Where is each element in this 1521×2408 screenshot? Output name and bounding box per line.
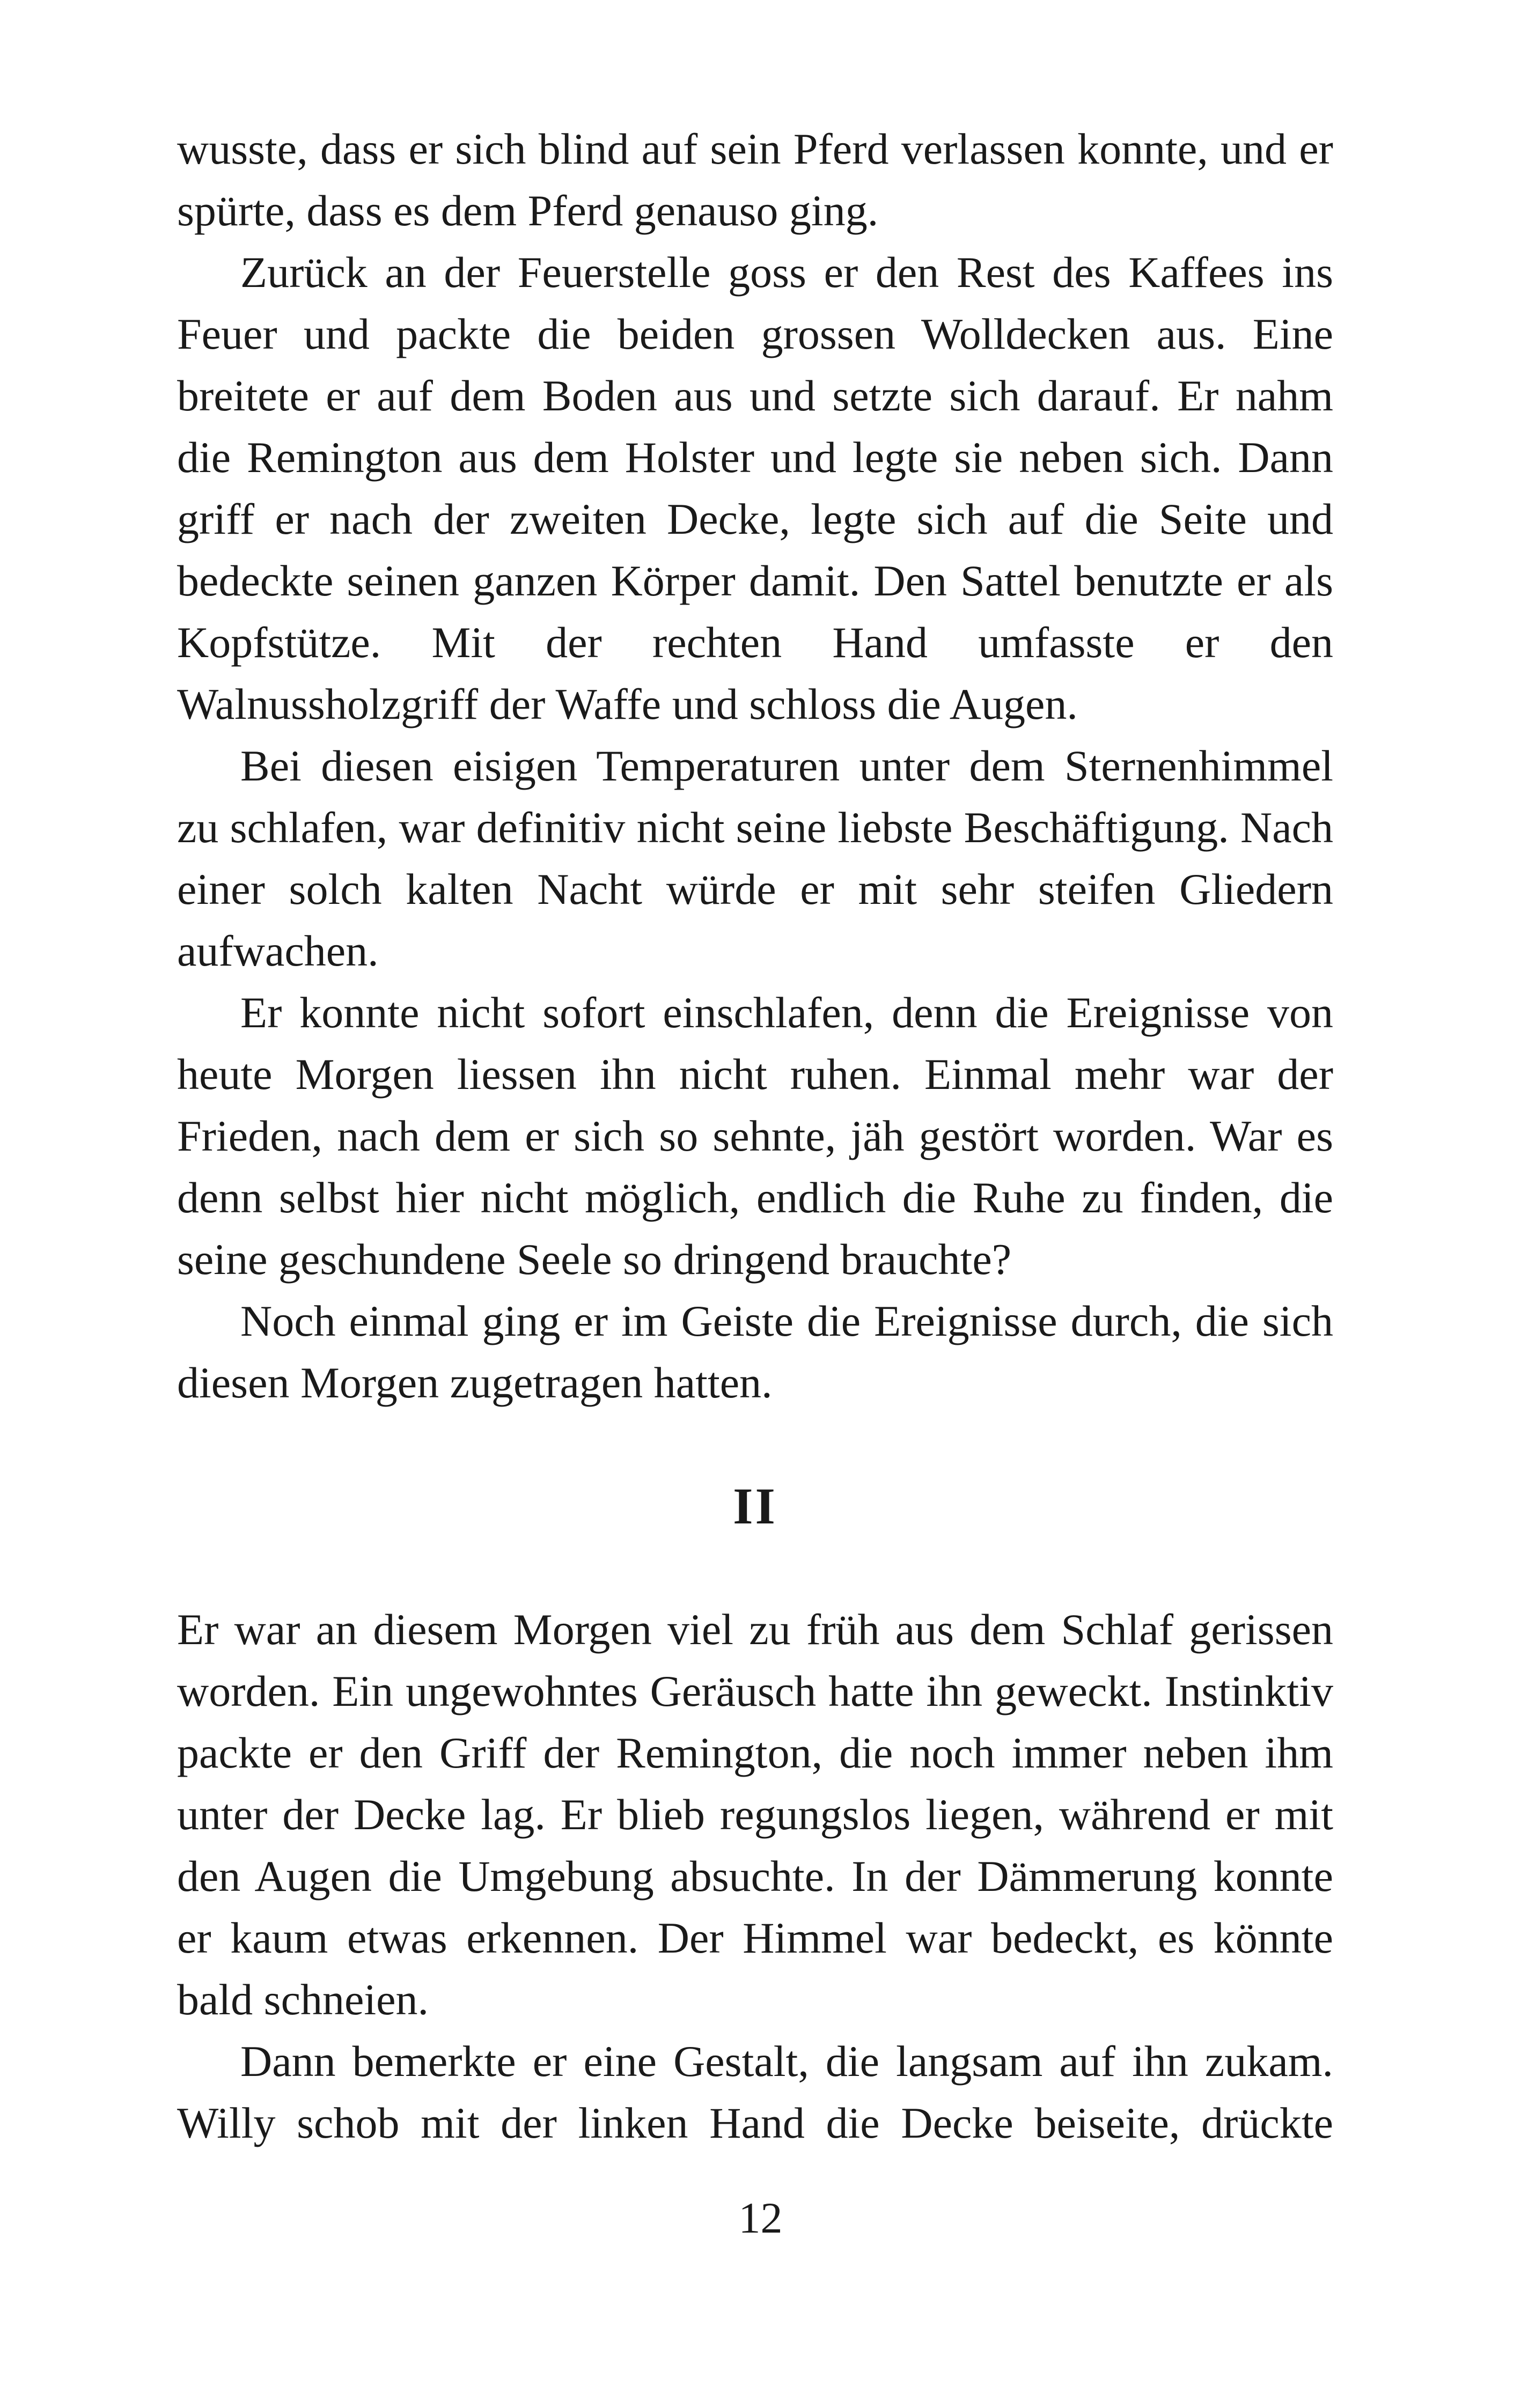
paragraph-continues: Dann bemerkte er eine Gestalt, die langsam auf ihn zukam. Willy schob mit der linken Hand die Decke beiseite, drückte <box>177 2037 1333 2147</box>
page-number: 12 <box>738 2193 783 2242</box>
chapter-heading: II <box>733 1477 777 1535</box>
book-page <box>177 118 1333 2154</box>
paragraph: Noch einmal ging er im Geiste die Ereignisse durch, die sich diesen Morgen zugetragen hatten. <box>177 1297 1333 1407</box>
paragraph: Bei diesen eisigen Temperaturen unter dem Sternenhimmel zu schlafen, war definitiv nicht seine liebste Beschäftigung. Nach einer solch kalten Nacht würde er mit sehr steifen Gliedern aufwachen. <box>177 741 1333 975</box>
paragraph-continued: wusste, dass er sich blind auf sein Pferd verlassen konnte, und er spürte, dass es dem Pferd genauso ging. <box>177 124 1333 235</box>
chapter-opening-paragraph: Er war an diesem Morgen viel zu früh aus dem Schlaf gerissen worden. Ein ungewohntes Geräusch hatte ihn geweckt. Instinktiv packte er den Griff der Remington, die noch immer neben ihm unter der Decke lag. Er blieb regungslos liegen, während er mit den Augen die Umgebung absuchte. In der Dämmerung konnte er kaum etwas erkennen. Der Himmel war bedeckt, es könnte bald schneien. <box>177 1605 1333 2024</box>
paragraph: Zurück an der Feuerstelle goss er den Rest des Kaffees ins Feuer und packte die beiden grossen Wolldecken aus. Eine breitete er auf dem Boden aus und setzte sich darauf. Er nahm die Remington aus dem Holster und legte sie neben sich. Dann griff er nach der zweiten Decke, legte sich auf die Seite und bedeckte seinen ganzen Körper damit. Den Sattel benutzte er als Kopfstütze. Mit der rechten Hand umfasste er den Walnussholzgriff der Waffe und schloss die Augen. <box>177 248 1333 728</box>
paragraph: Er konnte nicht sofort einschlafen, denn die Ereignisse von heute Morgen liessen ihn nicht ruhen. Einmal mehr war der Frieden, nach dem er sich so sehnte, jäh gestört worden. War es denn selbst hier nicht möglich, endlich die Ruhe zu finden, die seine geschundene Seele so dringend brauchte? <box>177 988 1333 1284</box>
